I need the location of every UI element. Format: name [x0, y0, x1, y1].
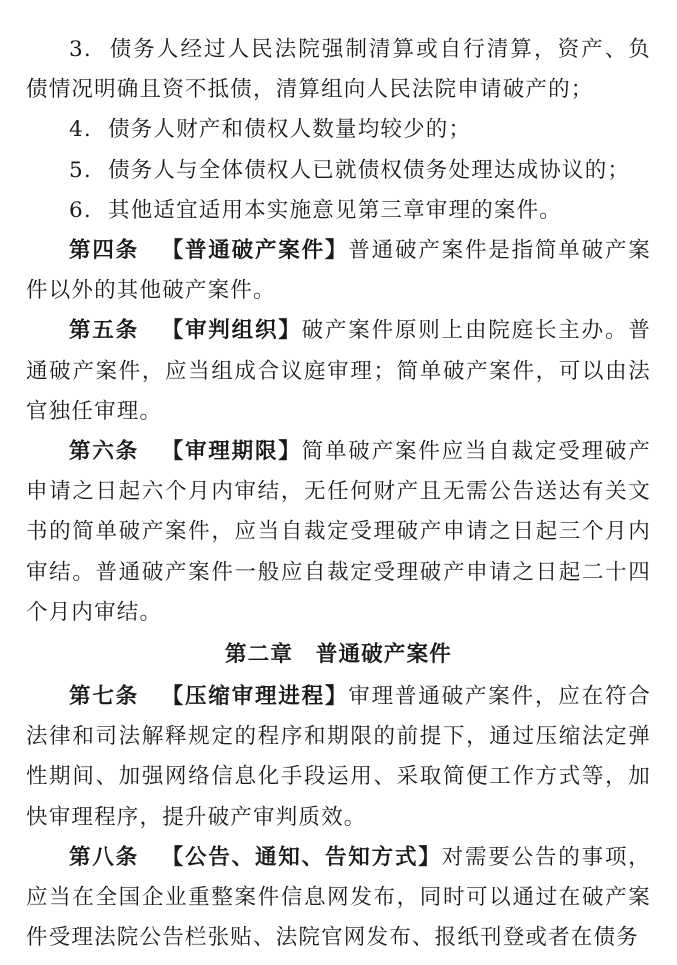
list-number: 6.: [69, 197, 92, 223]
article-heading: 【审理期限】: [161, 439, 302, 465]
article-text: 对需要公告的事项，应当在全国企业重整案件信息网发布，同时可以通过在破产案件受理法院公告栏张贴、法院官网发布、报纸刊登或者在债务: [26, 844, 651, 951]
article-6: [26, 432, 651, 633]
article-text: 破产案件原则上由院庭长主办。普通破产案件，应当组成合议庭审理；简单破产案件，可以由法官独任审理。: [26, 318, 651, 424]
article-text: 简单破产案件应当自裁定受理破产申请之日起六个月内审结，无任何财产且无需公告送达有关文书的简单破产案件，应当自裁定受理破产申请之日起三个月内审结。普通破产案件一般应自裁定受理破产申请之日起二十四个月内审结。: [26, 439, 651, 625]
article-number: 第五条: [69, 318, 139, 344]
list-number: 4.: [69, 117, 92, 143]
list-text: 其他适宜适用本实施意见第三章审理的案件。: [108, 197, 563, 223]
article-number: 第六条: [69, 439, 139, 465]
article-number: 第八条: [69, 844, 139, 870]
list-text: 债务人与全体债权人已就债权债务处理达成协议的；: [108, 157, 631, 183]
article-text: 普通破产案件是指简单破产案件以外的其他破产案件。: [26, 238, 651, 304]
list-number: 5.: [69, 157, 92, 183]
article-5: [26, 311, 651, 432]
list-text: 债务人经过人民法院强制清算或自行清算，资产、负债情况明确且资不抵债，清算组向人民法院申请破产的；: [26, 37, 651, 103]
chapter-title: 第二章 普通破产案件: [224, 642, 452, 668]
list-item-6: [26, 191, 651, 231]
article-number: 第四条: [69, 238, 139, 264]
article-8: [26, 838, 651, 959]
list-item-3: [26, 30, 651, 110]
list-text: 债务人财产和债权人数量均较少的；: [108, 117, 472, 143]
article-7: [26, 677, 651, 838]
list-item-4: [26, 110, 651, 150]
article-text: 审理普通破产案件，应在符合法律和司法解释规定的程序和期限的前提下，通过压缩法定弹性期间、加强网络信息化手段运用、采取简便工作方式等，加快审理程序，提升破产审判质效。: [26, 684, 651, 830]
article-4: [26, 231, 651, 311]
list-item-5: [26, 151, 651, 191]
list-number: 3.: [69, 37, 92, 62]
article-heading: 【普通破产案件】: [161, 238, 349, 264]
article-heading: 【公告、通知、告知方式】: [161, 844, 442, 870]
article-number: 第七条: [69, 684, 139, 710]
article-heading: 【审判组织】: [161, 318, 302, 344]
article-heading: 【压缩审理进程】: [161, 684, 349, 710]
